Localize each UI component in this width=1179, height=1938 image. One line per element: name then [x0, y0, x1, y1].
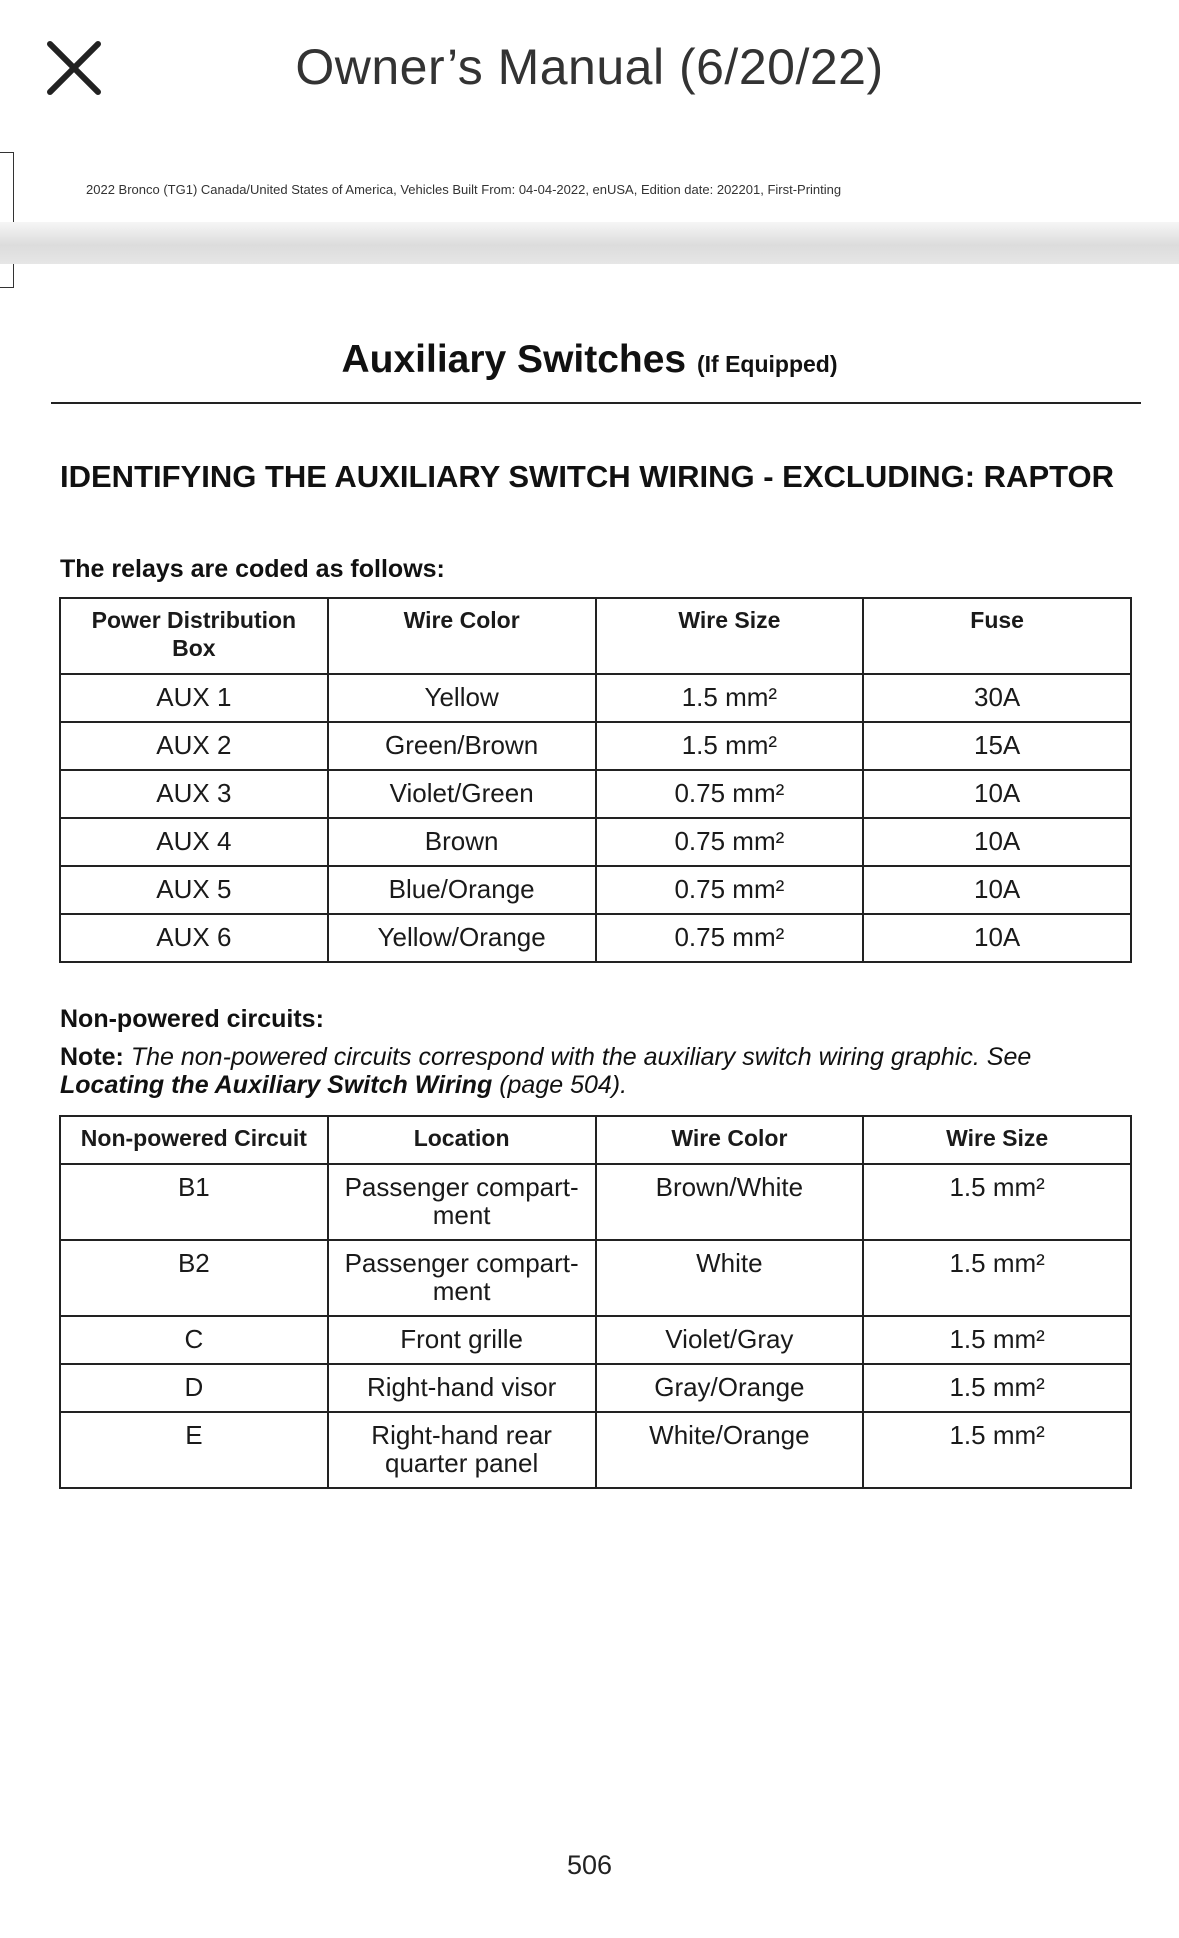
note-text: The non-powered circuits correspond with the auxiliary switch wiring graphic. See	[130, 1043, 1032, 1071]
edition-line: 2022 Bronco (TG1) Canada/United States of America, Vehicles Built From: 04-04-2022, enUSA, Edition date: 202201, First-Printing	[86, 182, 842, 197]
table-cell: C	[60, 1316, 328, 1364]
table-cell: Front grille	[328, 1316, 596, 1364]
table-cell: 0.75 mm²	[596, 914, 864, 962]
table-cell: AUX 2	[60, 722, 328, 770]
page-divider	[0, 222, 1179, 264]
table-row	[60, 866, 1131, 914]
table-cell: Green/Brown	[328, 722, 596, 770]
section-title	[0, 338, 1179, 382]
table-cell: 0.75 mm²	[596, 818, 864, 866]
column-header: Wire Size	[863, 1116, 1131, 1164]
table-cell: Brown	[328, 818, 596, 866]
table-header-row	[60, 1116, 1131, 1164]
table-cell: 15A	[863, 722, 1131, 770]
table-cell: Brown/White	[596, 1164, 864, 1240]
table-cell: Violet/Gray	[596, 1316, 864, 1364]
table-row	[60, 1240, 1131, 1316]
table-row	[60, 722, 1131, 770]
table-cell: Gray/Orange	[596, 1364, 864, 1412]
table-cell: AUX 6	[60, 914, 328, 962]
column-header: Location	[328, 1116, 596, 1164]
table-cell: AUX 5	[60, 866, 328, 914]
table-cell: B2	[60, 1240, 328, 1316]
table-cell: 1.5 mm²	[863, 1412, 1131, 1488]
note-label: Note:	[60, 1043, 124, 1071]
table-cell: Passenger compart-ment	[328, 1164, 596, 1240]
table-cell: AUX 4	[60, 818, 328, 866]
note-paragraph	[60, 1043, 1130, 1099]
table-cell: Yellow	[328, 674, 596, 722]
column-header: Power Distribution Box	[60, 598, 328, 674]
table-cell: 1.5 mm²	[863, 1364, 1131, 1412]
table-cell: 10A	[863, 914, 1131, 962]
relay-table-caption: The relays are coded as follows:	[60, 555, 445, 583]
page-number: 506	[566, 1850, 613, 1880]
table-row	[60, 1164, 1131, 1240]
table-cell: 30A	[863, 674, 1131, 722]
cross-reference-link[interactable]: Locating the Auxiliary Switch Wiring	[60, 1071, 493, 1099]
table-cell: Right-hand rear quarter panel	[328, 1412, 596, 1488]
section-title-qualifier: (If Equipped)	[696, 351, 838, 377]
table-cell: 1.5 mm²	[863, 1164, 1131, 1240]
table-cell: White/Orange	[596, 1412, 864, 1488]
table-cell: White	[596, 1240, 864, 1316]
table-cell: 1.5 mm²	[863, 1240, 1131, 1316]
table-cell: AUX 3	[60, 770, 328, 818]
circuit-table-caption: Non-powered circuits:	[60, 1005, 324, 1033]
table-cell: 10A	[863, 866, 1131, 914]
table-cell: Violet/Green	[328, 770, 596, 818]
table-cell: 1.5 mm²	[596, 674, 864, 722]
table-cell: 10A	[863, 818, 1131, 866]
sub-heading: IDENTIFYING THE AUXILIARY SWITCH WIRING - EXCLUDING: RAPTOR	[60, 459, 1114, 494]
table-row	[60, 1364, 1131, 1412]
table-cell: 0.75 mm²	[596, 770, 864, 818]
table-row	[60, 1316, 1131, 1364]
table-row	[60, 1412, 1131, 1488]
table-row	[60, 674, 1131, 722]
column-header: Wire Size	[596, 598, 864, 674]
table-header-row	[60, 598, 1131, 674]
viewer-title: Owner’s Manual (6/20/22)	[295, 39, 884, 95]
column-header: Wire Color	[328, 598, 596, 674]
table-cell: E	[60, 1412, 328, 1488]
page-reference: (page 504).	[499, 1071, 628, 1099]
heading-rule	[51, 402, 1141, 404]
column-header: Non-powered Circuit	[60, 1116, 328, 1164]
table-cell: 0.75 mm²	[596, 866, 864, 914]
table-cell: AUX 1	[60, 674, 328, 722]
table-row	[60, 770, 1131, 818]
table-cell: Blue/Orange	[328, 866, 596, 914]
table-cell: B1	[60, 1164, 328, 1240]
previous-page-edge	[0, 152, 14, 288]
column-header: Wire Color	[596, 1116, 864, 1164]
table-cell: 1.5 mm²	[863, 1316, 1131, 1364]
table-cell: 1.5 mm²	[596, 722, 864, 770]
circuit-table	[59, 1115, 1132, 1489]
column-header: Fuse	[863, 598, 1131, 674]
table-cell: Right-hand visor	[328, 1364, 596, 1412]
table-cell: Passenger compart-ment	[328, 1240, 596, 1316]
section-title-text: Auxiliary Switches	[341, 338, 687, 381]
table-row	[60, 914, 1131, 962]
relay-table	[59, 597, 1132, 963]
table-row	[60, 818, 1131, 866]
table-cell: D	[60, 1364, 328, 1412]
table-cell: Yellow/Orange	[328, 914, 596, 962]
table-cell: 10A	[863, 770, 1131, 818]
